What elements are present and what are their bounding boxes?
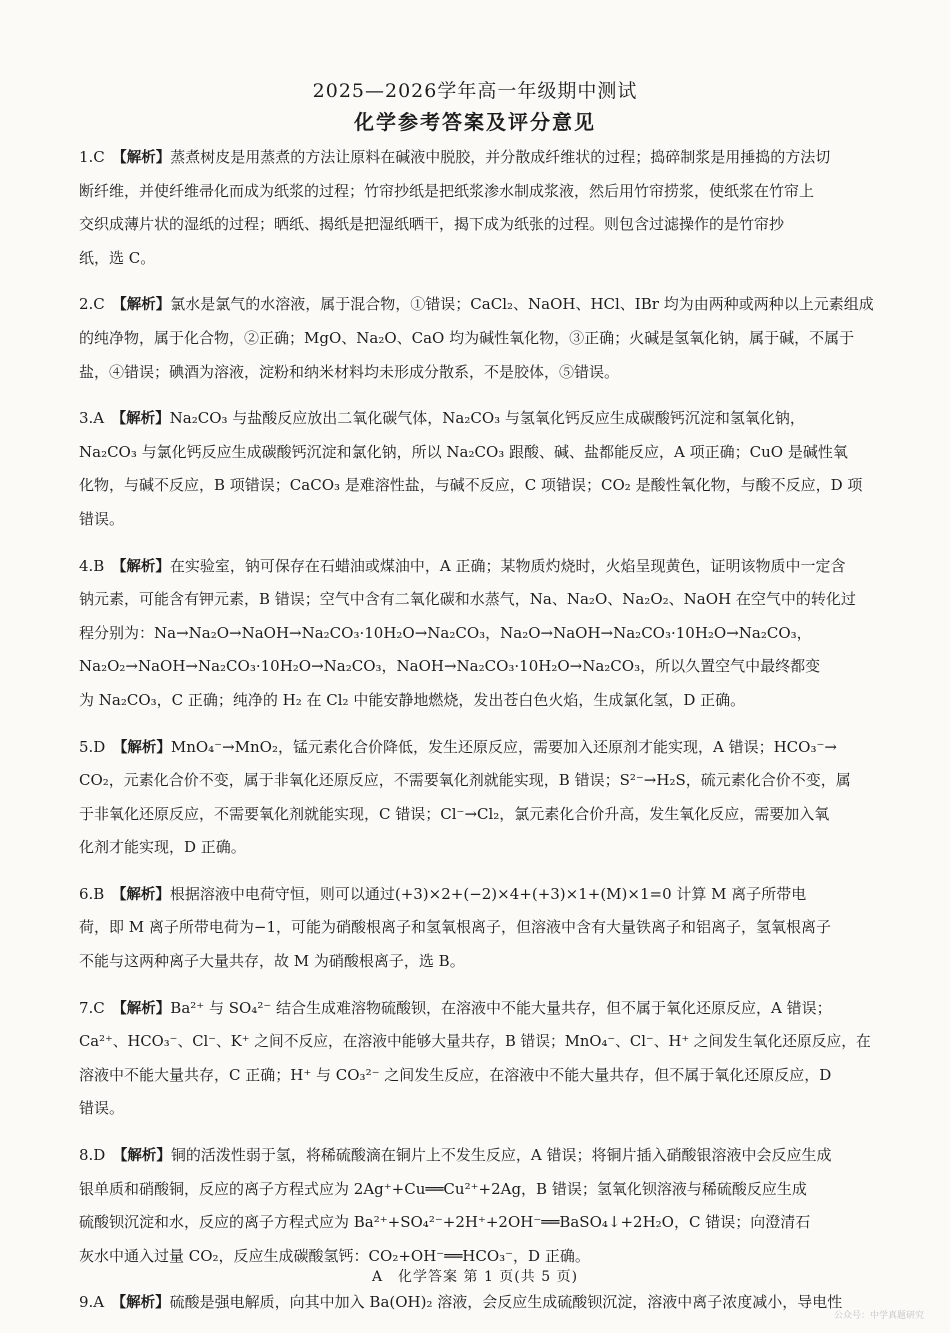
answer-line [79, 731, 875, 765]
answer-line [79, 503, 875, 537]
answer-text: 蒸煮树皮是用蒸煮的方法让原料在碱液中脱胶，并分散成纤维状的过程；捣碎制浆是用捶捣的方法切 [170, 148, 831, 166]
answer-text: 断纤维，并使纤维帚化而成为纸浆的过程；竹帘抄纸是把纸浆渗水制成浆液，然后用竹帘捞浆，使纸浆在竹帘上 [79, 181, 815, 200]
answer-text: 错误。 [79, 1099, 125, 1118]
answer-text: 硫酸是强电解质，向其中加入 Ba(OH)₂ 溶液，会反应生成硫酸钡沉淀，溶液中离子浓度减小，导电性 [169, 1293, 843, 1312]
answer-text: 氯水是氯气的水溶液，属于混合物，①错误；CaCl₂、NaOH、HCl、IBr 均为由两种或两种以上元素组成 [170, 295, 874, 314]
watermark: 公众号：中学真题研究 [833, 1311, 924, 1321]
answer-line [79, 1025, 875, 1059]
answer-line [79, 402, 875, 436]
answer-line [79, 436, 875, 470]
answer-text: 交织成薄片状的湿纸的过程；晒纸、揭纸是把湿纸晒干，揭下成为纸张的过程。则包含过滤操作的是竹帘抄 [79, 215, 785, 234]
answer-text: 化剂才能实现，D 正确。 [79, 838, 246, 857]
answer-text: CO₂，元素化合价不变，属于非氧化还原反应，不需要氧化剂就能实现，B 错误；S²⁻→H₂S，硫元素化合价不变，属 [79, 771, 851, 790]
answer-line [79, 550, 875, 584]
question-number: 3.A [79, 409, 105, 428]
answer-line [79, 1092, 875, 1126]
analysis-tag: 【解析】 [111, 558, 170, 575]
answer-line [79, 1059, 875, 1093]
answer-text: MnO₄⁻→MnO₂，锰元素化合价降低，发生还原反应，需要加入还原剂才能实现，A 错误；HCO₃⁻→ [170, 737, 837, 756]
answer-line [79, 878, 875, 912]
answer-text: 为 Na₂CO₃，C 正确；纯净的 H₂ 在 Cl₂ 中能安静地燃烧，发出苍白色火焰，生成氯化氢，D 正确。 [79, 690, 746, 709]
answer-text: Na₂CO₃ 与盐酸反应放出二氧化碳气体，Na₂CO₃ 与氢氧化钙反应生成碳酸钙沉淀和氢氧化钠， [169, 409, 805, 428]
answer-text: 荷，即 M 离子所带电荷为−1，可能为硝酸根离子和氢氧根离子，但溶液中含有大量铁离子和铝离子，氢氧根离子 [79, 918, 832, 937]
answer-text: 铜的活泼性弱于氢，将稀硫酸滴在铜片上不发生反应，A 错误；将铜片插入硝酸银溶液中会反应生成 [170, 1146, 832, 1165]
answer-text: Ba²⁺ 与 SO₄²⁻ 结合生成难溶物硫酸钡，在溶液中不能大量共存，但不属于氧化还原反应，A 错误； [170, 998, 832, 1017]
answer-subtitle: 化学参考答案及评分意见 [354, 110, 596, 134]
analysis-tag: 【解析】 [112, 1148, 171, 1165]
answer-text: 灰水中通入过量 CO₂，反应生成碳酸氢钙：CO₂+OH⁻══HCO₃⁻，D 正确。 [79, 1246, 590, 1265]
answer-line [79, 798, 875, 832]
answer-text: 盐，④错误；碘酒为溶液，淀粉和纳米材料均未形成分散系，不是胶体，⑤错误。 [79, 362, 620, 381]
answer-line [79, 1286, 875, 1320]
answer-line [79, 1206, 875, 1240]
analysis-tag: 【解析】 [111, 1295, 170, 1312]
answer-text: 溶液中不能大量共存，C 正确；H⁺ 与 CO₃²⁻ 之间发生反应，在溶液中不能大量共存，但不属于氧化还原反应，D [79, 1065, 832, 1084]
answer-line [79, 1139, 875, 1173]
answer-line [79, 175, 875, 209]
answer-line [79, 583, 875, 617]
answer-line [79, 322, 875, 356]
answer-text: 化物，与碱不反应，B 项错误；CaCO₃ 是难溶性盐，与碱不反应，C 项错误；CO₂ 是酸性氧化物，与酸不反应，D 项 [79, 476, 863, 495]
question-number: 9.A [79, 1293, 105, 1312]
answer-text: 的纯净物，属于化合物，②正确；MgO、Na₂O、CaO 均为碱性氧化物，③正确；火碱是氢氧化钠，属于碱，不属于 [79, 328, 855, 347]
analysis-tag: 【解析】 [112, 297, 171, 314]
answer-item [79, 288, 875, 389]
answer-line [79, 764, 875, 798]
question-number: 7.C [79, 998, 105, 1017]
answer-item [79, 992, 875, 1126]
answer-line [79, 684, 875, 718]
answer-line [79, 911, 875, 945]
answer-item [79, 141, 875, 275]
analysis-tag: 【解析】 [112, 1000, 171, 1017]
answer-line [79, 242, 875, 276]
answer-item [79, 1286, 875, 1320]
answer-text: 在实验室，钠可保存在石蜡油或煤油中，A 正确；某物质灼烧时，火焰呈现黄色，证明该物质中一定含 [169, 556, 846, 575]
answer-text: 硫酸钡沉淀和水，反应的离子方程式应为 Ba²⁺+SO₄²⁻+2H⁺+2OH⁻══BaSO₄↓+2H₂O，C 错误；向澄清石 [79, 1213, 811, 1232]
answer-text: Na₂O₂→NaOH→Na₂CO₃·10H₂O→Na₂CO₃，NaOH→Na₂CO₃·10H₂O→Na₂CO₃，所以久置空气中最终都变 [79, 657, 821, 676]
answer-text: Ca²⁺、HCO₃⁻、Cl⁻、K⁺ 之间不反应，在溶液中能够大量共存，B 错误；MnO₄⁻、Cl⁻、H⁺ 之间发生氧化还原反应，在 [79, 1033, 871, 1051]
answer-line [79, 356, 875, 390]
answer-line [79, 141, 875, 175]
answer-line [79, 208, 875, 242]
answer-line [79, 992, 875, 1026]
question-number: 4.B [79, 556, 105, 575]
answer-item [79, 878, 875, 979]
exam-title: 2025—2026学年高一年级期中测试 [312, 80, 638, 102]
question-number: 5.D [79, 737, 106, 756]
answer-text: Na₂CO₃ 与氯化钙反应生成碳酸钙沉淀和氯化钠，所以 Na₂CO₃ 跟酸、碱、盐都能反应，A 项正确；CuO 是碱性氧 [79, 442, 848, 461]
answer-item [79, 550, 875, 718]
question-number: 6.B [79, 884, 105, 903]
answer-text: 错误。 [79, 509, 125, 528]
answer-item [79, 402, 875, 536]
analysis-tag: 【解析】 [111, 886, 170, 903]
answer-list [79, 141, 875, 1333]
answer-text: 纸，选 C。 [79, 248, 156, 267]
answer-line [79, 831, 875, 865]
answer-text: 银单质和硝酸铜，反应的离子方程式应为 2Ag⁺+Cu══Cu²⁺+2Ag，B 错误；氢氧化钡溶液与稀硫酸反应生成 [79, 1179, 807, 1198]
question-number: 8.D [79, 1146, 106, 1165]
analysis-tag: 【解析】 [111, 411, 170, 428]
answer-item [79, 1139, 875, 1273]
question-number: 2.C [79, 295, 105, 314]
question-number: 1.C [79, 148, 105, 166]
answer-text: 根据溶液中电荷守恒，则可以通过(+3)×2+(−2)×4+(+3)×1+(M)×1=0 计算 M 离子所带电 [169, 884, 807, 903]
answer-text: 不能与这两种离子大量共存，故 M 为硝酸根离子，选 B。 [79, 952, 465, 971]
answer-line [79, 469, 875, 503]
analysis-tag: 【解析】 [112, 150, 171, 166]
page-footer: A 化学答案 第 1 页(共 5 页) [371, 1269, 579, 1285]
answer-text: 程分别为：Na→Na₂O→NaOH→Na₂CO₃·10H₂O→Na₂CO₃，Na₂O→NaOH→Na₂CO₃·10H₂O→Na₂CO₃， [79, 623, 812, 642]
answer-line [79, 617, 875, 651]
answer-line [79, 288, 875, 322]
answer-text: 于非氧化还原反应，不需要氧化剂就能实现，C 错误；Cl⁻→Cl₂，氯元素化合价升高，发生氧化反应，需要加入氧 [79, 804, 830, 823]
answer-text: 钠元素，可能含有钾元素，B 错误；空气中含有二氧化碳和水蒸气，Na、Na₂O、Na₂O₂、NaOH 在空气中的转化过 [79, 590, 856, 609]
answer-line [79, 650, 875, 684]
answer-line [79, 945, 875, 979]
answer-item [79, 731, 875, 865]
answer-line [79, 1173, 875, 1207]
analysis-tag: 【解析】 [112, 739, 171, 756]
